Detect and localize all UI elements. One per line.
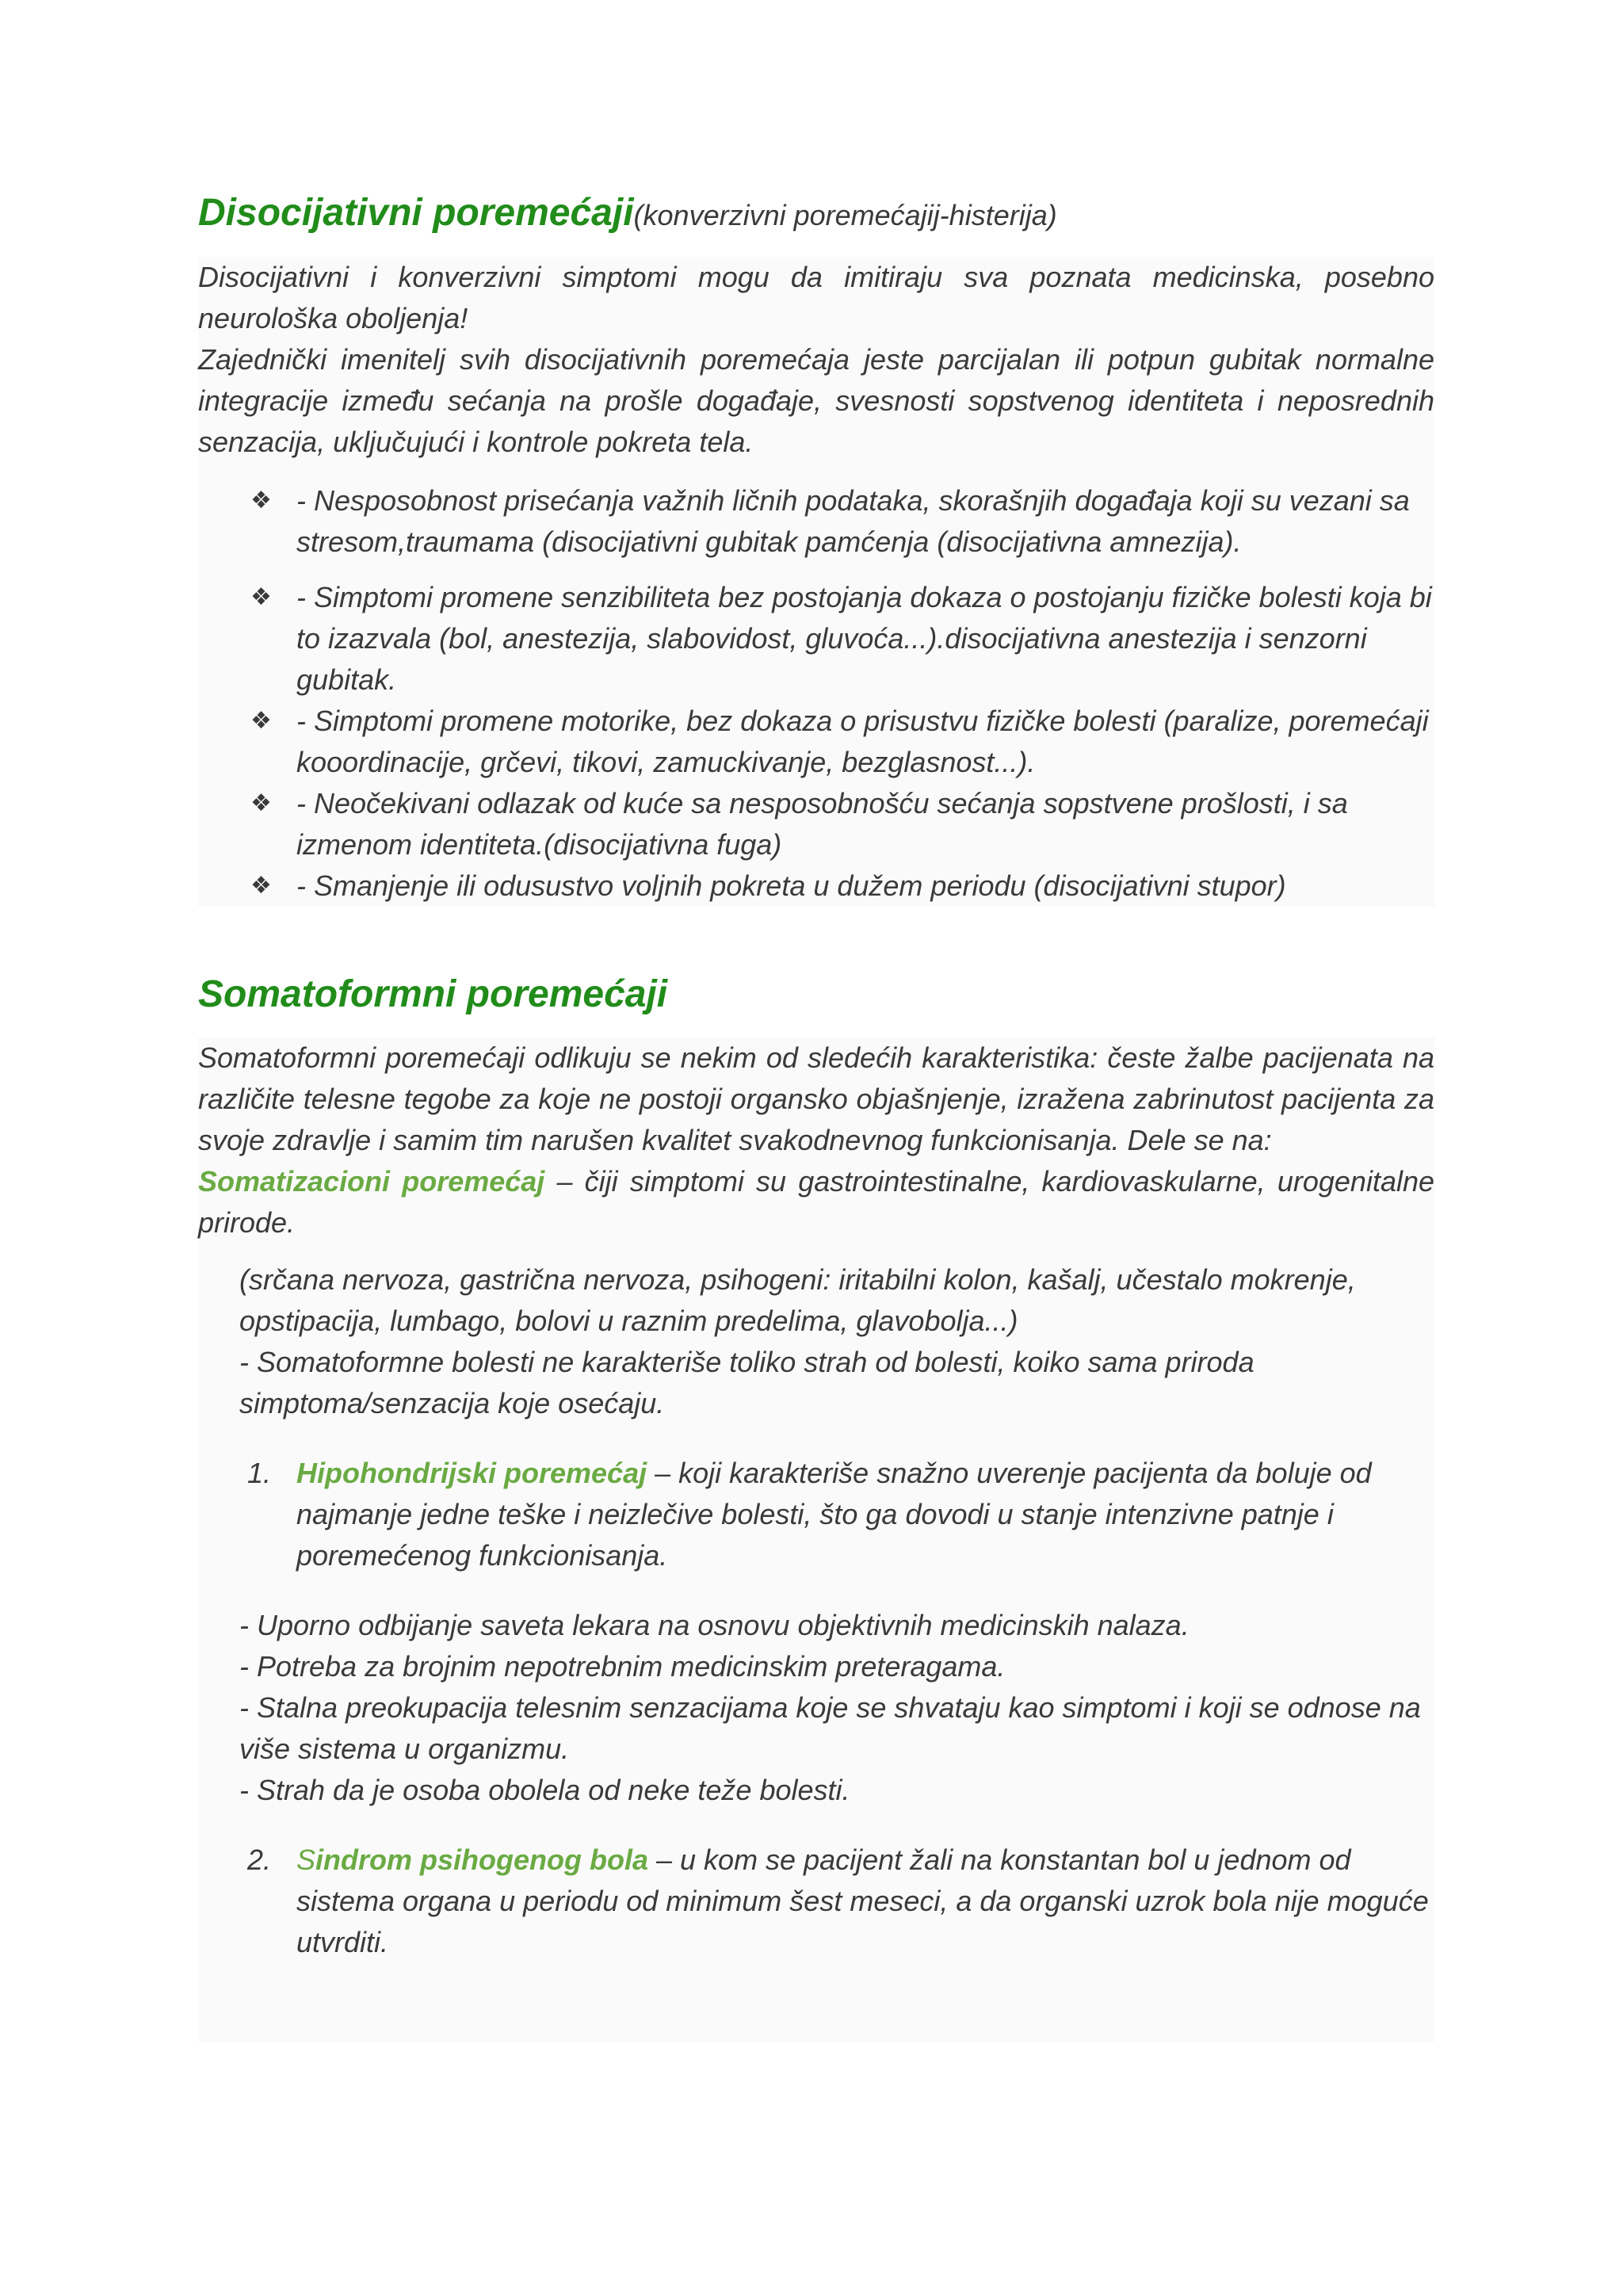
diamond-bullet-icon: ❖ [250, 789, 272, 816]
list-item: - Uporno odbijanje saveta lekara na osnovu objektivnih medicinskih nalaza. [239, 1609, 1190, 1642]
spacer [198, 1963, 1434, 2042]
section-title-text: Disocijativni poremećaji [198, 192, 634, 234]
document-page [198, 190, 1434, 2042]
list-item-text: - Neočekivani odlazak od kuće sa nesposobnošću sećanja sopstvene prošlosti, i sa izmenom identiteta.(disocijativna fuga) [296, 786, 1348, 861]
section2-intro: Somatoformni poremećaji odlikuju se nekim od sledećih karakteristika: česte žalbe pacijenata na različite telesne tegobe za koje ne postoji organsko objašnjenje, izražena zabrinutost pacijenta za svoje zdravlje i samim tim narušen kvalitet svakodnevnog funkcionisanja. Dele se na: [198, 1041, 1434, 1157]
list-item [198, 577, 1434, 701]
section1-paragraph: Zajednički imenitelj svih disocijativnih poremećaja jeste parcijalan ili potpun gubitak normalne integracije između sećanja na prošle događaje, svesnosti sopstvenog identiteta i neposrednih senzacija, uključujući i kontrole pokreta tela. [198, 342, 1434, 458]
list-item [198, 480, 1434, 563]
examples-block [198, 1259, 1434, 1424]
note-text: - Somatoformne bolesti ne karakteriše toliko strah od bolesti, koiko sama priroda simptoma/senzacija koje osećaju. [239, 1346, 1254, 1420]
list-item [198, 783, 1434, 865]
section-title-somatoformni: Somatoformni poremećaji [198, 972, 668, 1015]
pain-syndrome-term-rest: indrom psihogenog bola [315, 1843, 648, 1877]
somatization-term: Somatizacioni poremećaj [198, 1165, 545, 1198]
list-item-text: - Simptomi promene motorike, bez dokaza o prisustvu fizičke bolesti (paralize, poremećaji kooordinacije, grčevi, tikovi, zamuckivanje, bezglasnost...). [296, 704, 1429, 778]
diamond-bullet-icon: ❖ [250, 583, 272, 610]
list-item [198, 701, 1434, 783]
somatization-text: – čiji simptomi su gastrointestinalne, kardiovaskularne, urogenitalne prirode. [198, 1165, 1435, 1240]
hypochondria-text: – koji karakteriše snažno uverenje pacijenta da boluje od najmanje jedne teške i neizlečive bolesti, što ga dovodi u stanje intenzivne patnje i poremećenog funkcionisanja. [296, 1457, 1372, 1572]
list-item-text: - Nesposobnost prisećanja važnih ličnih podataka, skorašnjih događaja koji su vezani sa stresom,traumama (disocijativni gubitak pamćenja (disocijativna amnezija). [296, 483, 1410, 558]
list-item: - Strah da je osoba obolela od neke teže bolesti. [239, 1774, 850, 1807]
somatization-paragraph [198, 1161, 1434, 1244]
section2-body [198, 1037, 1434, 2042]
hypochondria-points [198, 1605, 1434, 1811]
list-item [198, 865, 1434, 907]
section1-bullet-list [198, 480, 1434, 907]
numbered-item-2 [198, 1839, 1434, 1963]
section1-intro: Disocijativni i konverzivni simptomi mogu da imitiraju sva poznata medicinska, posebno neurološka oboljenja! [198, 260, 1434, 334]
list-item: - Potreba za brojnim nepotrebnim medicinskim preteragama. [239, 1650, 1006, 1683]
diamond-bullet-icon: ❖ [250, 487, 272, 514]
numbered-item-1 [198, 1453, 1434, 1576]
diamond-bullet-icon: ❖ [250, 872, 272, 899]
section-subtitle: (konverzivni poremećajij-histerija) [633, 199, 1057, 231]
pain-syndrome-text: – u kom se pacijent žali na konstantan bol u jednom od sistema organa u periodu od minimum šest meseci, a da organski uzrok bola nije moguće utvrditi. [296, 1843, 1429, 1959]
pain-syndrome-term-initial: S [296, 1843, 316, 1877]
examples-text: (srčana nervoza, gastrična nervoza, psihogeni: iritabilni kolon, kašalj, učestalo mokrenje, opstipacija, lumbago, bolovi u raznim predelima, glavobolja...) [239, 1263, 1356, 1338]
list-item-text: - Smanjenje ili odusustvo voljnih pokreta u dužem periodu (disocijativni stupor) [296, 869, 1286, 902]
list-item: - Stalna preokupacija telesnim senzacijama koje se shvataju kao simptomi i koji se odnose na više sistema u organizmu. [239, 1691, 1421, 1766]
section-title-disocijativni [198, 190, 1434, 236]
pain-syndrome-term [296, 1843, 648, 1876]
list-number: 2. [247, 1843, 272, 1877]
hypochondria-term: Hipohondrijski poremećaj [296, 1457, 647, 1490]
section1-body [198, 257, 1434, 907]
list-item-text: - Simptomi promene senzibiliteta bez postojanja dokaza o postojanju fizičke bolesti koja bi to izazvala (bol, anestezija, slabovidost, gluvoća...).disocijativna anestezija i senzorni gubitak. [296, 580, 1432, 696]
diamond-bullet-icon: ❖ [250, 707, 272, 734]
list-number: 1. [247, 1457, 272, 1490]
